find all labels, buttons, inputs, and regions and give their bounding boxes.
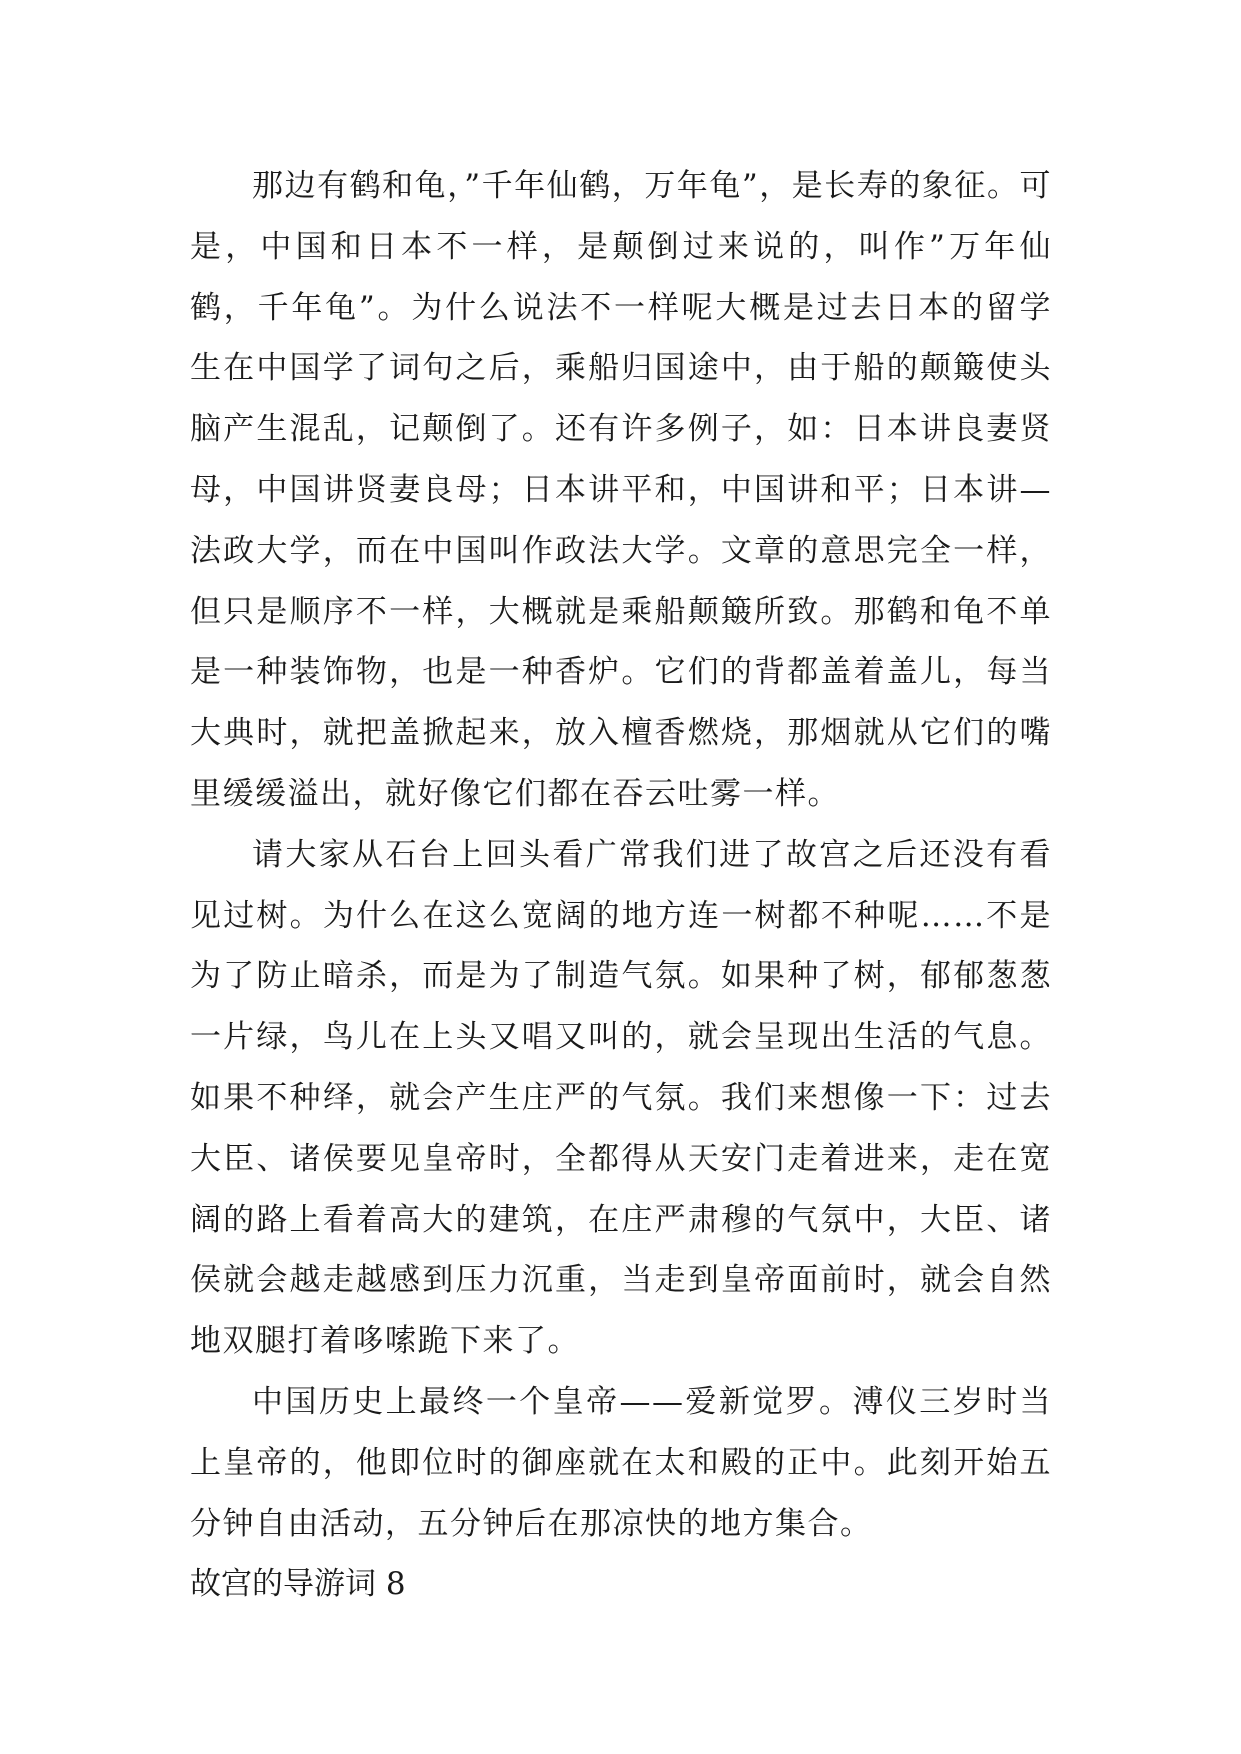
paragraph-crane-and-turtle: 那边有鹤和龟，”千年仙鹤，万年龟”，是长寿的象征。可是，中国和日本不一样，是颠倒过来说的，叫作”万年仙鹤，千年龟”。为什么说法不一样呢大概是过去日本的留学生在中国学了词句之后，乘船归国途中，由于船的颠簸使头脑产生混乱，记颠倒了。还有许多例子，如：日本讲良妻贤母，中国讲贤妻良母；日本讲平和，中国讲和平；日本讲—法政大学，而在中国叫作政法大学。文章的意思完全一样，但只是顺序不一样，大概就是乘船颠簸所致。那鹤和龟不单是一种装饰物，也是一种香炉。它们的背都盖着盖儿，每当大典时，就把盖掀起来，放入檀香燃烧，那烟就从它们的嘴里缓缓溢出，就好像它们都在吞云吐雾一样。 — [190, 168, 1052, 812]
section-heading: 故宫的导游词 8 — [190, 1566, 406, 1603]
paragraph-last-emperor: 中国历史上最终一个皇帝——爱新觉罗。溥仪三岁时当上皇帝的，他即位时的御座就在太和殿的正中。此刻开始五分钟自由活动，五分钟后在那凉快的地方集合。 — [190, 1383, 1052, 1542]
document-body — [190, 156, 1052, 1615]
paragraph-no-trees: 请大家从石台上回头看广常我们进了故宫之后还没有看见过树。为什么在这么宽阔的地方连一树都不种呢……不是为了防止暗杀，而是为了制造气氛。如果种了树，郁郁葱葱一片绿，鸟儿在上头又唱又叫的，就会呈现出生活的气息。如果不种绎，就会产生庄严的气氛。我们来想像一下：过去大臣、诸侯要见皇帝时，全都得从天安门走着进来，走在宽阔的路上看着高大的建筑，在庄严肃穆的气氛中，大臣、诸侯就会越走越感到压力沉重，当走到皇帝面前时，就会自然地双腿打着哆嗦跪下来了。 — [190, 836, 1052, 1360]
